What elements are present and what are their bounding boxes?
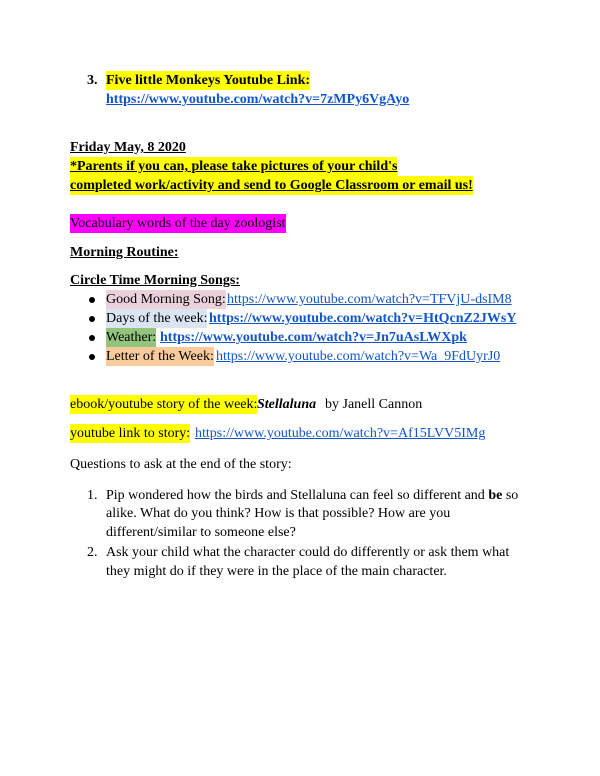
story-of-week-label: ebook/youtube story of the week: — [70, 397, 258, 412]
parents-note-line-2: completed work/activity and send to Google Classroom or email us! — [70, 178, 473, 193]
letter-of-week-link[interactable]: https://www.youtube.com/watch?v=Wa_9FdUyrJ0 — [216, 349, 501, 364]
question-1-number: 1. — [87, 488, 98, 503]
days-of-week-label: Days of the week: — [106, 311, 208, 326]
weather-label: Weather: — [106, 330, 157, 345]
question-1-line-2: alike. What do you think? How is that possible? How are you — [106, 506, 451, 521]
bullet-icon — [89, 297, 95, 303]
story-youtube-link[interactable]: https://www.youtube.com/watch?v=Af15LVV5IMg — [195, 426, 486, 441]
question-2-line-2: they might do if they were in the place of the main character. — [106, 564, 447, 579]
bullet-icon — [89, 316, 95, 322]
question-1-line-1: Pip wondered how the birds and Stellaluna can feel so different and be so — [106, 488, 519, 503]
days-of-week-link[interactable]: https://www.youtube.com/watch?v=HtQcnZ2JWsY — [209, 311, 517, 326]
five-little-monkeys-link[interactable]: https://www.youtube.com/watch?v=7zMPy6VgAyo — [106, 92, 410, 107]
good-morning-song-link[interactable]: https://www.youtube.com/watch?v=TFVjU-dsIM8 — [227, 292, 512, 307]
vocabulary-words: Vocabulary words of the day zoologist — [70, 216, 286, 231]
story-title: Stellaluna — [257, 397, 317, 412]
question-1-line-3: different/similar to someone else? — [106, 525, 296, 540]
list-number-3: 3. — [87, 73, 98, 88]
friday-date-heading: Friday May, 8 2020 — [70, 140, 186, 155]
letter-of-week-label: Letter of the Week: — [106, 349, 214, 364]
bullet-icon — [89, 335, 95, 341]
question-2-number: 2. — [87, 545, 98, 560]
parents-note-line-1: *Parents if you can, please take pictures of your child's — [70, 159, 398, 174]
good-morning-song-label: Good Morning Song: — [106, 292, 226, 307]
bullet-icon — [89, 354, 95, 360]
story-author: by Janell Cannon — [325, 397, 423, 412]
circle-time-heading: Circle Time Morning Songs: — [70, 273, 240, 288]
morning-routine-heading: Morning Routine: — [70, 245, 179, 260]
question-2-line-1: Ask your child what the character could do differently or ask them what — [106, 545, 510, 560]
weather-link[interactable]: https://www.youtube.com/watch?v=Jn7uAsLWXpk — [160, 330, 467, 345]
story-link-label: youtube link to story: — [70, 426, 191, 441]
questions-intro: Questions to ask at the end of the story: — [70, 457, 292, 472]
five-little-monkeys-title: Five little Monkeys Youtube Link: — [106, 73, 311, 88]
